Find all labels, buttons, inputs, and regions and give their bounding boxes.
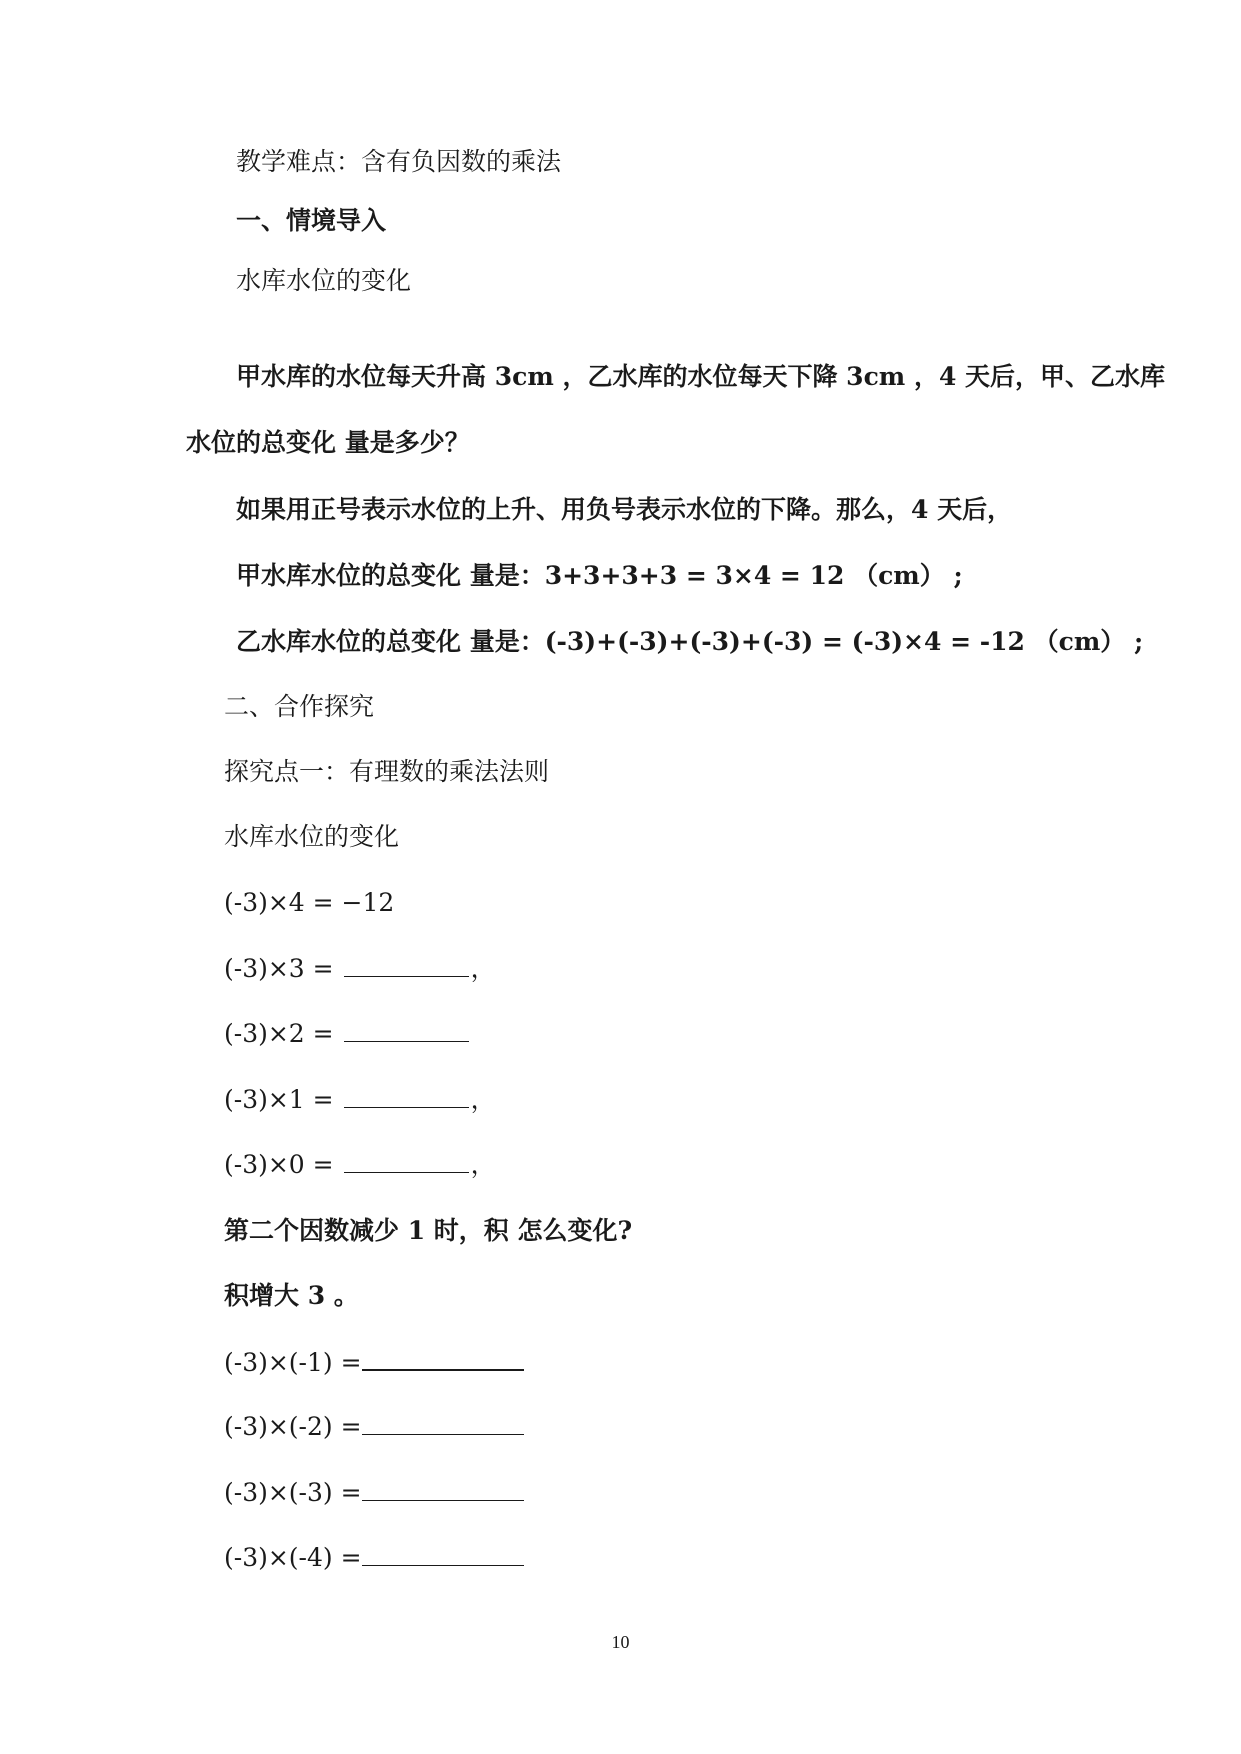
comma: ，: [470, 954, 496, 983]
comma: ，: [470, 1085, 496, 1114]
topic-reservoir-2: 水库水位的变化: [224, 822, 400, 851]
answer-line: 积增大 3 。: [224, 1281, 359, 1310]
equation-text: (-3)×1 =: [224, 1085, 334, 1114]
equation-line: [224, 954, 496, 984]
equation-line: [224, 1150, 496, 1180]
equation-line: [224, 1019, 471, 1049]
reservoir-jia-change: 甲水库水位的总变化 量是：3+3+3+3 = 3×4 = 12 （cm） ;: [236, 561, 963, 590]
page-number: 10: [611, 1632, 630, 1652]
equation-text: (-3)×(-3) =: [224, 1478, 362, 1507]
equation-text: (-3)×0 =: [224, 1150, 334, 1179]
equation-line: [224, 1543, 524, 1573]
problem-line-1: 甲水库的水位每天升高 3cm ，乙水库的水位每天下降 3cm ，4 天后，甲、乙水库: [236, 362, 1166, 391]
section-heading-explore: 二、合作探究: [224, 692, 375, 721]
answer-blank[interactable]: [362, 1478, 524, 1501]
equation-text: (-3)×(-1) =: [224, 1348, 362, 1377]
answer-blank[interactable]: [362, 1543, 524, 1566]
equation-line: [224, 1085, 496, 1115]
reservoir-yi-change: 乙水库水位的总变化 量是：(-3)+(-3)+(-3)+(-3) = (-3)×4 = -12 （cm） ;: [236, 627, 1144, 656]
equation-text: (-3)×3 =: [224, 954, 334, 983]
equation-line: [224, 1412, 524, 1442]
equation-text: (-3)×2 =: [224, 1019, 334, 1048]
answer-blank[interactable]: [344, 1019, 469, 1042]
equation-text: (-3)×(-4) =: [224, 1543, 362, 1572]
problem-line-2: 水位的总变化 量是多少？: [186, 428, 470, 457]
equation-line: (-3)×4 = −12: [224, 888, 395, 917]
section-heading-intro: 一、情境导入: [236, 206, 387, 235]
comma: ，: [470, 1150, 496, 1179]
teaching-difficulty: 教学难点：含有负因数的乘法: [236, 147, 562, 176]
answer-blank[interactable]: [362, 1412, 524, 1435]
question-line: 第二个因数减少 1 时，积 怎么变化?: [224, 1216, 633, 1245]
answer-blank[interactable]: [344, 1150, 469, 1173]
explore-point-1: 探究点一：有理数的乘法法则: [224, 757, 550, 786]
answer-blank[interactable]: [362, 1347, 524, 1371]
answer-blank[interactable]: [344, 954, 469, 977]
equation-text: (-3)×(-2) =: [224, 1412, 362, 1441]
explanation-line: 如果用正号表示水位的上升、用负号表示水位的下降。那么，4 天后，: [236, 495, 1013, 524]
answer-blank[interactable]: [344, 1085, 469, 1108]
equation-line: [224, 1478, 524, 1508]
equation-line: [224, 1347, 524, 1378]
topic-reservoir: 水库水位的变化: [236, 266, 412, 295]
